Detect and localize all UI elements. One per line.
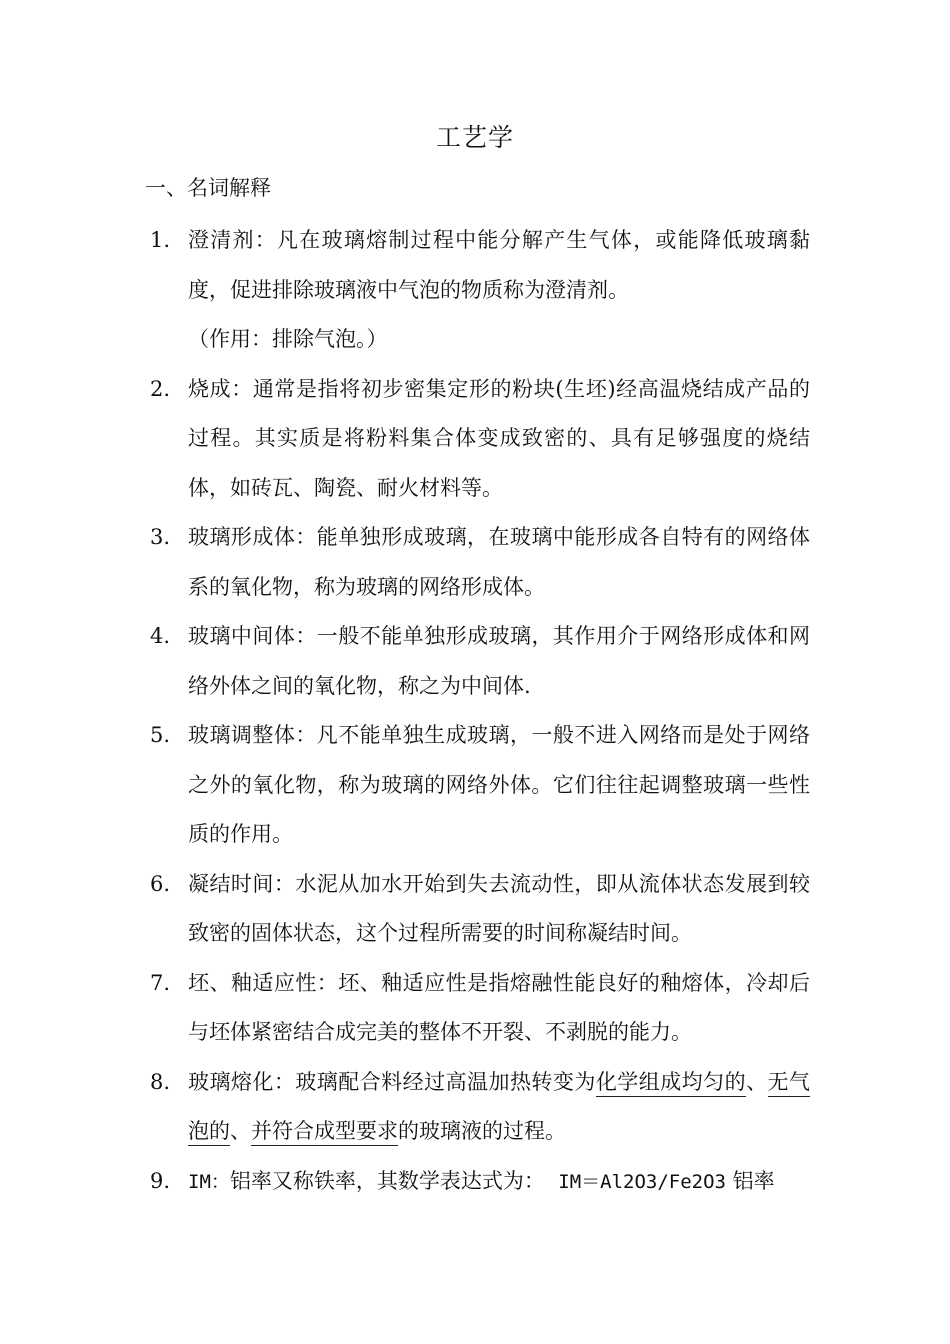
list-item [150, 513, 810, 612]
list-item [150, 216, 810, 365]
item-term: 玻璃熔化： [188, 1069, 296, 1094]
list-item [150, 1058, 810, 1157]
underlined-phrase: 并符合成型要求 [251, 1119, 398, 1146]
item-text: 通常是指将初步密集定形的粉块(生坯)经高温烧结成产品的过程。其实质是将粉料集合体变成致密的、具有足够强度的烧结体，如砖瓦、陶瓷、耐火材料等。 [188, 376, 810, 500]
underlined-phrase: 无气泡的 [188, 1070, 810, 1147]
item-term: 坯、釉适应性： [188, 970, 339, 995]
list-item [150, 860, 810, 959]
item-text-tail: 铝率 [725, 1168, 775, 1193]
item-term: 澄清剂： [188, 228, 278, 252]
item-text-pre: 玻璃配合料经过高温加热转变为 [295, 1069, 596, 1094]
item-term: 凝结时间： [188, 871, 296, 896]
item-text: 水泥从加水开始到失去流动性，即从流体状态发展到较致密的固体状态，这个过程所需要的时间称凝结时间。 [188, 871, 811, 945]
list-item [150, 365, 810, 514]
item-number: 2. [150, 376, 171, 401]
separator: 、 [230, 1119, 251, 1143]
item-number: 7. [150, 970, 171, 995]
item-note: （作用：排除气泡。） [188, 327, 388, 351]
formula: IM＝Al2O3/Fe2O3 [558, 1170, 726, 1193]
item-text: 凡在玻璃熔制过程中能分解产生气体，或能降低玻璃黏度，促进排除玻璃液中气泡的物质称为澄清剂。 [188, 228, 811, 302]
item-number: 3. [150, 525, 171, 549]
item-number: 8. [150, 1069, 171, 1094]
item-text: 铝率又称铁率，其数学表达式为： [229, 1168, 545, 1193]
item-term: 烧成： [188, 376, 253, 401]
page-title: 工艺学 [435, 123, 514, 152]
section-heading: 一、名词解释 [145, 176, 271, 200]
definition-list [150, 216, 810, 1207]
separator: 、 [746, 1069, 768, 1094]
item-term: IM： [188, 1170, 230, 1193]
list-item [150, 959, 810, 1058]
item-text: 坯、釉适应性是指熔融性能良好的釉熔体，冷却后与坯体紧密结合成完美的整体不开裂、不剥脱的能力。 [188, 970, 810, 1044]
item-number: 1. [150, 228, 171, 252]
item-text-post: 的玻璃液的过程。 [398, 1119, 566, 1143]
item-text: 一般不能单独形成玻璃，其作用介于网络形成体和网络外体之间的氧化物，称之为中间体. [188, 624, 811, 698]
item-term: 玻璃中间体： [188, 624, 317, 648]
underlined-phrase: 化学组成均匀的 [596, 1070, 746, 1097]
item-number: 9. [150, 1168, 171, 1193]
item-term: 玻璃调整体： [188, 723, 317, 747]
item-term: 玻璃形成体： [188, 525, 317, 549]
list-item [150, 612, 810, 711]
item-text: 凡不能单独生成玻璃，一般不进入网络而是处于网络之外的氧化物，称为玻璃的网络外体。它们往往起调整玻璃一些性质的作用。 [188, 723, 811, 846]
list-item [150, 711, 810, 860]
item-number: 4. [150, 624, 171, 648]
item-text: 能单独形成玻璃，在玻璃中能形成各自特有的网络体系的氧化物，称为玻璃的网络形成体。 [188, 525, 811, 599]
item-number: 6. [150, 871, 171, 896]
list-item [150, 1157, 810, 1208]
item-number: 5. [150, 723, 171, 747]
